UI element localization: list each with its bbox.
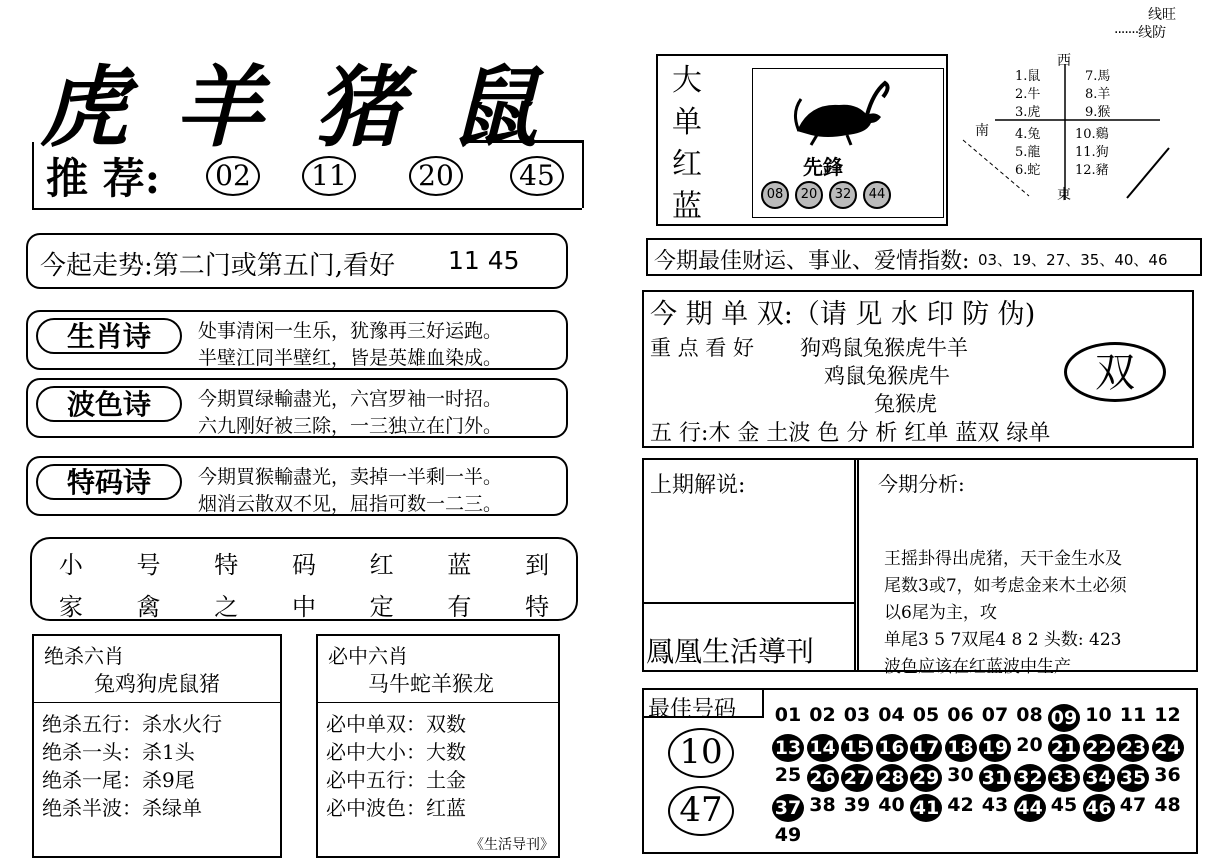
last-label: 上期解说:	[650, 473, 746, 498]
grid-number: 14	[807, 734, 839, 762]
kill-row: 绝杀一尾：杀9尾	[42, 768, 195, 792]
analysis-text: 王摇卦得出虎猪，天干金生水及 尾数3或7，如考虑金来木土必须 以6尾为主，攻 单尾3 5 7双尾4 8 2 头数: 423 波色应该在红蓝波中生产	[884, 549, 1127, 677]
zodiac-left-bottom: 4.兔 5.龍 6.蛇	[1015, 127, 1041, 178]
title-char-2: 羊	[175, 55, 264, 159]
slogan-char: 特	[214, 551, 239, 579]
slogan-char: 小	[58, 551, 83, 579]
grid-number: 30	[947, 764, 974, 786]
grid-number: 33	[1048, 764, 1080, 792]
poem-label-zodiac: 生肖诗	[36, 318, 182, 354]
zodiac-compass	[955, 50, 1185, 226]
grid-number: 49	[774, 824, 802, 846]
trend-numbers: 11 45	[448, 246, 520, 275]
slogan-box	[30, 537, 578, 621]
poem-line: 今期買猴輸盡光，卖掉一半剩一半。	[198, 466, 503, 488]
poem-line: 处事清闲一生乐，犹豫再三好运跑。	[198, 320, 503, 342]
grid-number: 13	[772, 734, 804, 762]
odd-even-box	[642, 290, 1194, 448]
title-char-4: 鼠	[450, 55, 539, 159]
grid-number: 46	[1083, 794, 1115, 822]
slogan-char: 家	[58, 593, 83, 621]
slogan-char: 到	[525, 551, 550, 579]
grid-number: 09	[1048, 704, 1080, 732]
grid-number: 27	[841, 764, 873, 792]
number-grid	[772, 704, 1192, 852]
slogan-row-1	[32, 545, 576, 580]
recommend-box	[32, 142, 582, 210]
corner-line-2: ·······线防	[1114, 25, 1167, 41]
poem-line: 六九刚好被三除，一三独立在门外。	[198, 415, 503, 437]
best-circled-2: 47	[668, 786, 734, 836]
grid-number: 21	[1048, 734, 1080, 762]
focus-line-1: 狗鸡鼠兔猴虎牛羊	[800, 336, 968, 360]
grid-number: 26	[807, 764, 839, 792]
poem-box-zodiac	[26, 310, 568, 370]
kill-six-value: 兔鸡狗虎鼠猪	[94, 672, 220, 696]
slogan-char: 码	[291, 551, 316, 579]
recommend-number-3: 20	[409, 156, 463, 196]
slogan-char: 中	[291, 593, 316, 621]
grid-number: 23	[1117, 734, 1149, 762]
compass-south: 南	[975, 123, 989, 139]
fortune-label: 今期最佳财运、事业、爱情指数:	[654, 249, 970, 274]
must-box	[316, 634, 560, 858]
grid-number: 01	[774, 704, 802, 726]
must-rows	[326, 710, 466, 822]
grid-number: 10	[1085, 704, 1112, 726]
slogan-char: 定	[369, 593, 394, 621]
poem-line: 今期買绿輸盡光，六宫罗袖一时招。	[198, 388, 503, 410]
must-row: 必中单双：双数	[326, 712, 466, 736]
grid-number: 22	[1083, 734, 1115, 762]
must-row: 必中五行：土金	[326, 768, 466, 792]
focus-line-3: 兔猴虎	[874, 392, 937, 416]
kill-row: 绝杀半波：杀绿单	[42, 796, 202, 820]
trend-box	[26, 233, 568, 289]
wuxing-line: 五 行:木 金 土波 色 分 析 红单 蓝双 绿单	[650, 421, 1051, 446]
must-row: 必中波色：红蓝	[326, 796, 466, 820]
grid-number: 31	[979, 764, 1011, 792]
grid-number: 38	[809, 794, 836, 816]
grid-number: 29	[910, 764, 942, 792]
recommend-number-2: 11	[302, 156, 356, 196]
grid-number: 25	[774, 764, 802, 786]
grid-number: 03	[843, 704, 871, 726]
grid-number: 17	[910, 734, 942, 762]
rat-icon	[787, 73, 897, 149]
grid-number: 12	[1154, 704, 1181, 726]
grid-number: 28	[876, 764, 908, 792]
grid-number: 15	[841, 734, 873, 762]
title-char-1: 虎	[40, 55, 129, 159]
fortune-box	[646, 238, 1202, 276]
zodiac-left-top: 1.鼠 2.牛 3.虎	[1015, 69, 1041, 120]
kill-row: 绝杀一头：杀1头	[42, 740, 195, 764]
pioneer-box	[752, 68, 944, 218]
must-six-value: 马牛蛇羊猴龙	[368, 672, 494, 696]
poem-label-special: 特码诗	[36, 464, 182, 500]
grid-number: 18	[945, 734, 977, 762]
kill-row: 绝杀五行：杀水火行	[42, 712, 222, 736]
grid-number: 20	[1016, 734, 1043, 756]
grid-number: 40	[878, 794, 905, 816]
grid-number: 11	[1119, 704, 1147, 726]
grid-number: 34	[1083, 764, 1115, 792]
zodiac-right-top: 7.馬 8.羊 9.猴	[1085, 69, 1111, 120]
corner-note	[1114, 6, 1176, 42]
grid-number: 45	[1050, 794, 1078, 816]
poem-line: 半壁江同半壁红，皆是英雄血染成。	[198, 347, 503, 369]
grid-number: 47	[1119, 794, 1147, 816]
poem-box-special	[26, 456, 568, 516]
grid-number: 16	[876, 734, 908, 762]
zodiac-right-bottom: 10.鷄 11.狗 12.豬	[1075, 127, 1109, 178]
grid-number: 04	[878, 704, 905, 726]
must-row: 必中大小：大数	[326, 740, 466, 764]
kill-box	[32, 634, 282, 858]
poem-label-color: 波色诗	[36, 386, 182, 422]
grid-number: 39	[843, 794, 871, 816]
slogan-char: 红	[369, 551, 394, 579]
grid-number: 32	[1014, 764, 1046, 792]
grid-number: 06	[947, 704, 974, 726]
grid-number: 43	[981, 794, 1009, 816]
grid-number: 02	[809, 704, 836, 726]
slogan-char: 号	[136, 551, 161, 579]
compass-west: 西	[1057, 53, 1071, 69]
grid-number: 19	[979, 734, 1011, 762]
grid-number: 42	[947, 794, 974, 816]
pioneer-numbers: 08 20 32 44	[761, 181, 891, 209]
recommend-number-1: 02	[206, 156, 260, 196]
odd-even-badge: 双	[1064, 342, 1166, 402]
title-char-3: 猪	[315, 55, 404, 159]
corner-line-1: 线旺	[1148, 7, 1176, 23]
slogan-char: 禽	[136, 593, 161, 621]
grid-number: 24	[1152, 734, 1184, 762]
grid-number: 41	[910, 794, 942, 822]
poem-box-color	[26, 378, 568, 438]
grid-number: 35	[1117, 764, 1149, 792]
grid-number: 48	[1154, 794, 1181, 816]
best-circled-1: 10	[668, 728, 734, 778]
grid-number: 37	[772, 794, 804, 822]
kill-rows	[42, 710, 222, 822]
grid-number: 07	[981, 704, 1009, 726]
focus-label: 重 点 看 好	[650, 336, 755, 360]
pioneer-label: 先鋒	[803, 155, 843, 179]
slogan-char: 蓝	[447, 551, 472, 579]
odd-even-title: 今 期 单 双:（请 见 水 印 防 伪)	[650, 299, 1036, 330]
analysis-box	[642, 458, 1198, 677]
slogan-char: 之	[214, 593, 239, 621]
grid-number: 36	[1154, 764, 1181, 786]
best-box	[642, 688, 1198, 854]
grid-number: 05	[912, 704, 940, 726]
brand: 鳳凰生活導刊	[646, 635, 815, 668]
grid-number: 08	[1016, 704, 1043, 726]
focus-line-2: 鸡鼠兔猴虎牛	[824, 364, 950, 388]
compass-east: 東	[1057, 187, 1071, 203]
header-box	[656, 54, 948, 226]
poem-line: 烟消云散双不见，屈指可数一二三。	[198, 493, 503, 515]
best-label: 最佳号码	[648, 697, 737, 722]
slogan-char: 特	[525, 593, 550, 621]
recommend-number-4: 45	[510, 156, 564, 196]
recommend-label: 推 荐:	[46, 154, 161, 203]
must-source: 《生活导刊》	[470, 837, 554, 853]
grid-number: 44	[1014, 794, 1046, 822]
must-six-title: 必中六肖	[328, 644, 408, 668]
slogan-row-2	[32, 587, 576, 622]
this-label: 今期分析:	[878, 472, 965, 496]
fortune-numbers: 03、19、27、35、40、46	[978, 251, 1168, 269]
trend-text: 今起走势:第二门或第五门,看好	[40, 251, 396, 281]
vertical-text: 大 单 红 蓝	[672, 63, 702, 224]
kill-six-title: 绝杀六肖	[44, 644, 124, 668]
slogan-char: 有	[447, 593, 472, 621]
